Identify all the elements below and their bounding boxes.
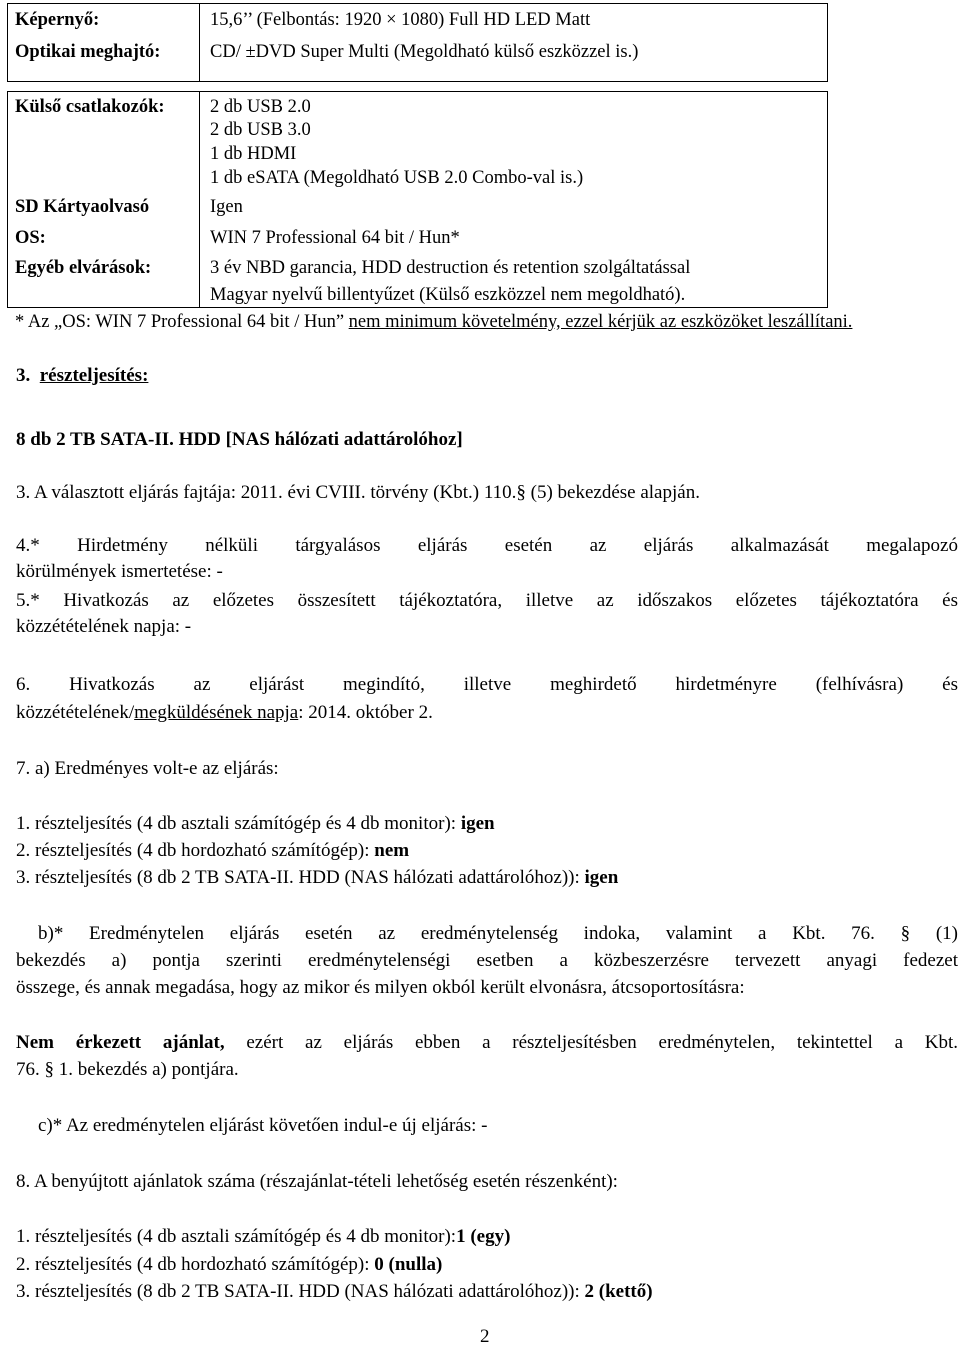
optical-drive-value: CD/ ±DVD Super Multi (Megoldható külső eszközzel is.) [210,42,639,62]
result-value: igen [460,813,495,834]
result-row [16,812,495,836]
other-requirements-label: Egyéb elvárások: [15,258,152,278]
page-number: 2 [480,1326,490,1347]
other-requirement: Magyar nyelvű billentyűzet (Külső eszközzel nem megoldható). [210,285,686,305]
other-requirement: 3 év NBD garancia, HDD destruction és retention szolgáltatással [210,258,691,278]
part-heading [16,364,148,388]
part-title: 8 db 2 TB SATA-II. HDD [NAS hálózati adattárolóhoz] [16,429,463,450]
procedure-type-text: 3. A választott eljárás fajtája: 2011. évi CVIII. törvény (Kbt.) 110. [16,482,517,503]
item6-line2 [16,701,433,725]
result-label: 1. részteljesítés (4 db asztali számítógép és 4 db monitor): [16,813,461,834]
item7b-line3: összege, és annak megadása, hogy az mikor és milyen okból került elvonásra, átcsoportosításra: [16,977,745,998]
footnote-underlined: nem minimum követelmény, ezzel kérjük az eszközöket leszállítani. [348,312,853,332]
ports-label: Külső csatlakozók: [15,97,165,117]
os-value: WIN 7 Professional 64 bit / Hun* [210,228,460,248]
result-label: 2. részteljesítés (4 db hordozható számítógép): [16,840,375,861]
item7c-line: c)* Az eredménytelen eljárást követően indul-e új eljárás: - [38,1115,488,1136]
part-number: 3. [16,365,31,386]
item5-line2: közzétételének napja: - [16,616,192,637]
count-value: 2 (kettő) [584,1281,653,1302]
item8-heading: 8. A benyújtott ajánlatok száma (részajánlat-tételi lehetőség esetén részenként): [16,1171,618,1192]
count-row [16,1280,653,1304]
os-label: OS: [15,228,46,248]
no-offer-line2: 76. § 1. bekezdés a) pontjára. [16,1059,239,1080]
item4-line1: 4.* Hirdetmény nélküli tárgyalásos eljárás esetén az eljárás alkalmazását megalapozó [16,535,958,556]
procedure-type-tail: (5) bekezdése alapján. [525,482,700,503]
footnote-prefix: * Az „OS: WIN 7 Professional 64 bit / Hun” [15,312,349,332]
count-label: 1. részteljesítés (4 db asztali számítógép és 4 db monitor): [16,1226,457,1247]
result-value: igen [584,867,619,888]
item7b-line2: bekezdés a) pontja szerinti eredménytelenségi esetben a közbeszerzésre tervezett anyagi fedezet [16,950,958,971]
screen-value: 15,6’’ (Felbontás: 1920 × 1080) Full HD LED Matt [210,10,591,30]
port-item: 1 db eSATA (Megoldható USB 2.0 Combo-val is.) [210,168,584,188]
item6-text-b: : 2014. október 2. [298,702,433,723]
part-label: részteljesítés: [39,365,149,386]
table-divider [199,3,200,82]
sd-reader-value: Igen [210,197,243,217]
item6-text-a: közzétételének/ [16,702,135,723]
sd-reader-label: SD Kártyaolvasó [15,197,150,217]
os-footnote [15,311,852,333]
no-offer-bold: Nem érkezett ajánlat, [16,1032,225,1053]
item6-text-underlined: megküldésének napja [134,702,299,723]
item5-line1: 5.* Hivatkozás az előzetes összesített tájékoztatóra, illetve az időszakos előzetes tájékoztatóra és [16,590,958,611]
port-item: 1 db HDMI [210,144,297,164]
count-label: 2. részteljesítés (4 db hordozható számítógép): [16,1254,375,1275]
result-row [16,866,618,890]
item6-line1: 6. Hivatkozás az eljárást megindító, illetve meghirdető hirdetményre (felhívásra) és [16,674,958,695]
count-value: 0 (nulla) [374,1254,443,1275]
port-item: 2 db USB 3.0 [210,120,311,140]
optical-drive-label: Optikai meghajtó: [15,42,161,62]
section-sign: § [516,482,526,503]
screen-label: Képernyő: [15,10,100,30]
count-row [16,1253,442,1277]
no-offer-rest: ezért az eljárás ebben a részteljesítésben eredménytelen, tekintettel a Kbt. [224,1032,958,1053]
count-label: 3. részteljesítés (8 db 2 TB SATA-II. HDD (NAS hálózati adattárolóhoz)): [16,1281,585,1302]
procedure-type [16,481,700,505]
count-row [16,1225,510,1249]
table-divider [199,91,200,308]
result-value: nem [374,840,410,861]
result-label: 3. részteljesítés (8 db 2 TB SATA-II. HDD (NAS hálózati adattárolóhoz)): [16,867,585,888]
item4-line2: körülmények ismertetése: - [16,561,223,582]
item7b-line1: b)* Eredménytelen eljárás esetén az eredménytelenség indoka, valamint a Kbt. 76. § (1) [38,923,958,944]
item7-heading: 7. a) Eredményes volt-e az eljárás: [16,758,279,779]
count-value: 1 (egy) [456,1226,511,1247]
no-offer-line1 [16,1031,958,1055]
port-item: 2 db USB 2.0 [210,97,311,117]
result-row [16,839,409,863]
